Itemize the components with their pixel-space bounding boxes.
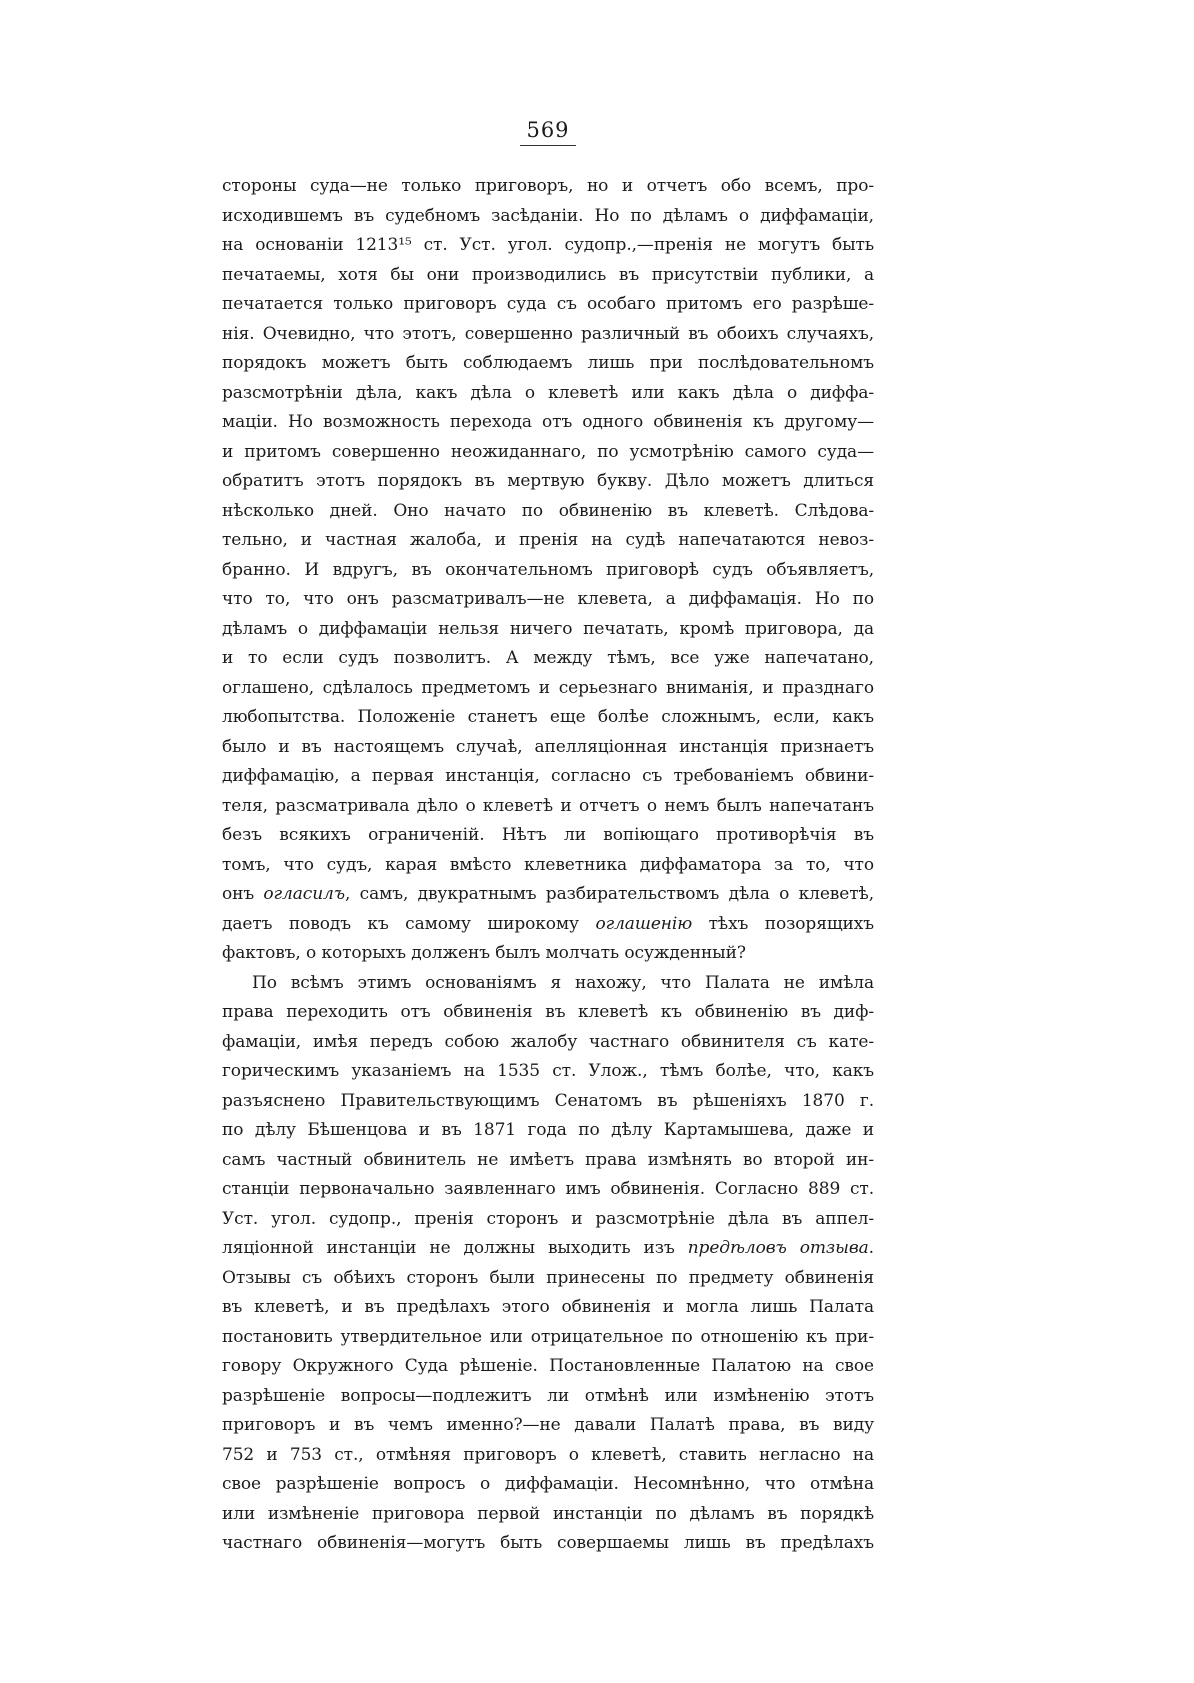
text-line: и то если судъ позволитъ. А между тѣмъ, все уже напечатано, [222, 648, 874, 668]
text-line: стороны суда—не только приговоръ, но и отчетъ обо всемъ, про- [222, 176, 874, 196]
text-line: печатается только приговоръ суда съ особаго притомъ его разрѣше- [222, 294, 874, 314]
text-line: онъ огласилъ, самъ, двукратнымъ разбирательствомъ дѣла о клеветѣ, [222, 884, 874, 904]
text-line: фактовъ, о которыхъ долженъ былъ молчать осужденный? [222, 943, 746, 963]
text-line: приговоръ и въ чемъ именно?—не давали Палатѣ права, въ виду [222, 1415, 874, 1435]
text-line: обратитъ этотъ порядокъ въ мертвую букву. Дѣло можетъ длиться [222, 471, 874, 491]
text-line: томъ, что судъ, карая вмѣсто клеветника диффаматора за то, что [222, 854, 874, 875]
text-line: что то, что онъ разсматривалъ—не клевета, а диффамація. Но по [222, 589, 874, 609]
text-line: права переходить отъ обвиненія въ клеветѣ къ обвиненію въ диф- [222, 1002, 874, 1022]
text-line: дѣламъ о диффамаціи нельзя ничего печатать, кромѣ приговора, да [222, 618, 874, 639]
text-line: любопытства. Положеніе станетъ еще болѣе сложнымъ, если, какъ [222, 707, 874, 727]
text-line: фамаціи, имѣя передъ собою жалобу частнаго обвинителя съ кате- [222, 1031, 874, 1052]
text-line: Отзывы съ обѣихъ сторонъ были принесены по предмету обвиненія [222, 1267, 874, 1288]
text-line: ляціонной инстанціи не должны выходить изъ предѣловъ отзыва. [222, 1238, 874, 1258]
text-line: частнаго обвиненія—могутъ быть совершаемы лишь въ предѣлахъ [222, 1533, 874, 1553]
text-line: оглашено, сдѣлалось предметомъ и серьезнаго вниманія, и празднаго [222, 677, 874, 698]
text-line: нія. Очевидно, что этотъ, совершенно различный въ обоихъ случаяхъ, [222, 323, 874, 344]
text-line: печатаемы, хотя бы они производились въ присутствіи публики, а [222, 264, 874, 285]
body-text [222, 172, 874, 1559]
text-line: даетъ поводъ къ самому широкому оглашенію тѣхъ позорящихъ [222, 913, 874, 934]
text-line: маціи. Но возможность перехода отъ одного обвиненія къ другому— [222, 412, 874, 432]
text-line: порядокъ можетъ быть соблюдаемъ лишь при послѣдовательномъ [222, 353, 874, 373]
page-number: 569 [520, 118, 576, 146]
text-line: свое разрѣшеніе вопросъ о диффамаціи. Несомнѣнно, что отмѣна [222, 1474, 874, 1494]
text-line: было и въ настоящемъ случаѣ, апелляціонная инстанція признаетъ [222, 736, 874, 757]
text-line: разрѣшеніе вопросы—подлежитъ ли отмѣнѣ или измѣненію этотъ [222, 1385, 874, 1406]
text-line: тельно, и частная жалоба, и пренія на судѣ напечатаются невоз- [222, 530, 874, 550]
text-line: нѣсколько дней. Оно начато по обвиненію въ клеветѣ. Слѣдова- [222, 500, 874, 521]
text-line: разсмотрѣніи дѣла, какъ дѣла о клеветѣ или какъ дѣла о диффа- [222, 382, 874, 403]
text-line: говору Окружного Суда рѣшеніе. Постановленные Палатою на свое [222, 1356, 874, 1376]
text-line: теля, разсматривала дѣло о клеветѣ и отчетъ о немъ былъ напечатанъ [222, 795, 874, 816]
text-line: и притомъ совершенно неожиданнаго, по усмотрѣнію самого суда— [222, 441, 874, 462]
text-line: Уст. угол. судопр., пренія сторонъ и разсмотрѣніе дѣла въ аппел- [222, 1208, 874, 1229]
text-line: или измѣненіе приговора первой инстанціи по дѣламъ въ порядкѣ [222, 1503, 874, 1524]
text-line: безъ всякихъ ограниченій. Нѣтъ ли вопіющаго противорѣчія въ [222, 825, 874, 845]
text-line: диффамацію, а первая инстанція, согласно съ требованіемъ обвини- [222, 766, 874, 786]
text-line: на основаніи 1213¹⁵ ст. Уст. угол. судопр.,—пренія не могутъ быть [222, 235, 874, 255]
text-line: станціи первоначально заявленнаго имъ обвиненія. Согласно 889 ст. [222, 1179, 874, 1199]
text-line: бранно. И вдругъ, въ окончательномъ приговорѣ судъ объявляетъ, [222, 559, 874, 580]
text-line: въ клеветѣ, и въ предѣлахъ этого обвиненія и могла лишь Палата [222, 1297, 874, 1317]
text-line: постановить утвердительное или отрицательное по отношенію къ при- [222, 1326, 874, 1347]
text-line: разъяснено Правительствующимъ Сенатомъ въ рѣшеніяхъ 1870 г. [222, 1090, 874, 1111]
text-line: по дѣлу Бѣшенцова и въ 1871 года по дѣлу Картамышева, даже и [222, 1120, 874, 1140]
text-line: исходившемъ въ судебномъ засѣданіи. Но по дѣламъ о диффамаціи, [222, 205, 874, 226]
text-line: самъ частный обвинитель не имѣетъ права измѣнять во второй ин- [222, 1149, 874, 1170]
text-line: горическимъ указаніемъ на 1535 ст. Улож., тѣмъ болѣе, что, какъ [222, 1061, 874, 1081]
text-line: 752 и 753 ст., отмѣняя приговоръ о клеветѣ, ставить негласно на [222, 1444, 874, 1465]
text-line: По всѣмъ этимъ основаніямъ я нахожу, что Палата не имѣла [252, 972, 874, 993]
